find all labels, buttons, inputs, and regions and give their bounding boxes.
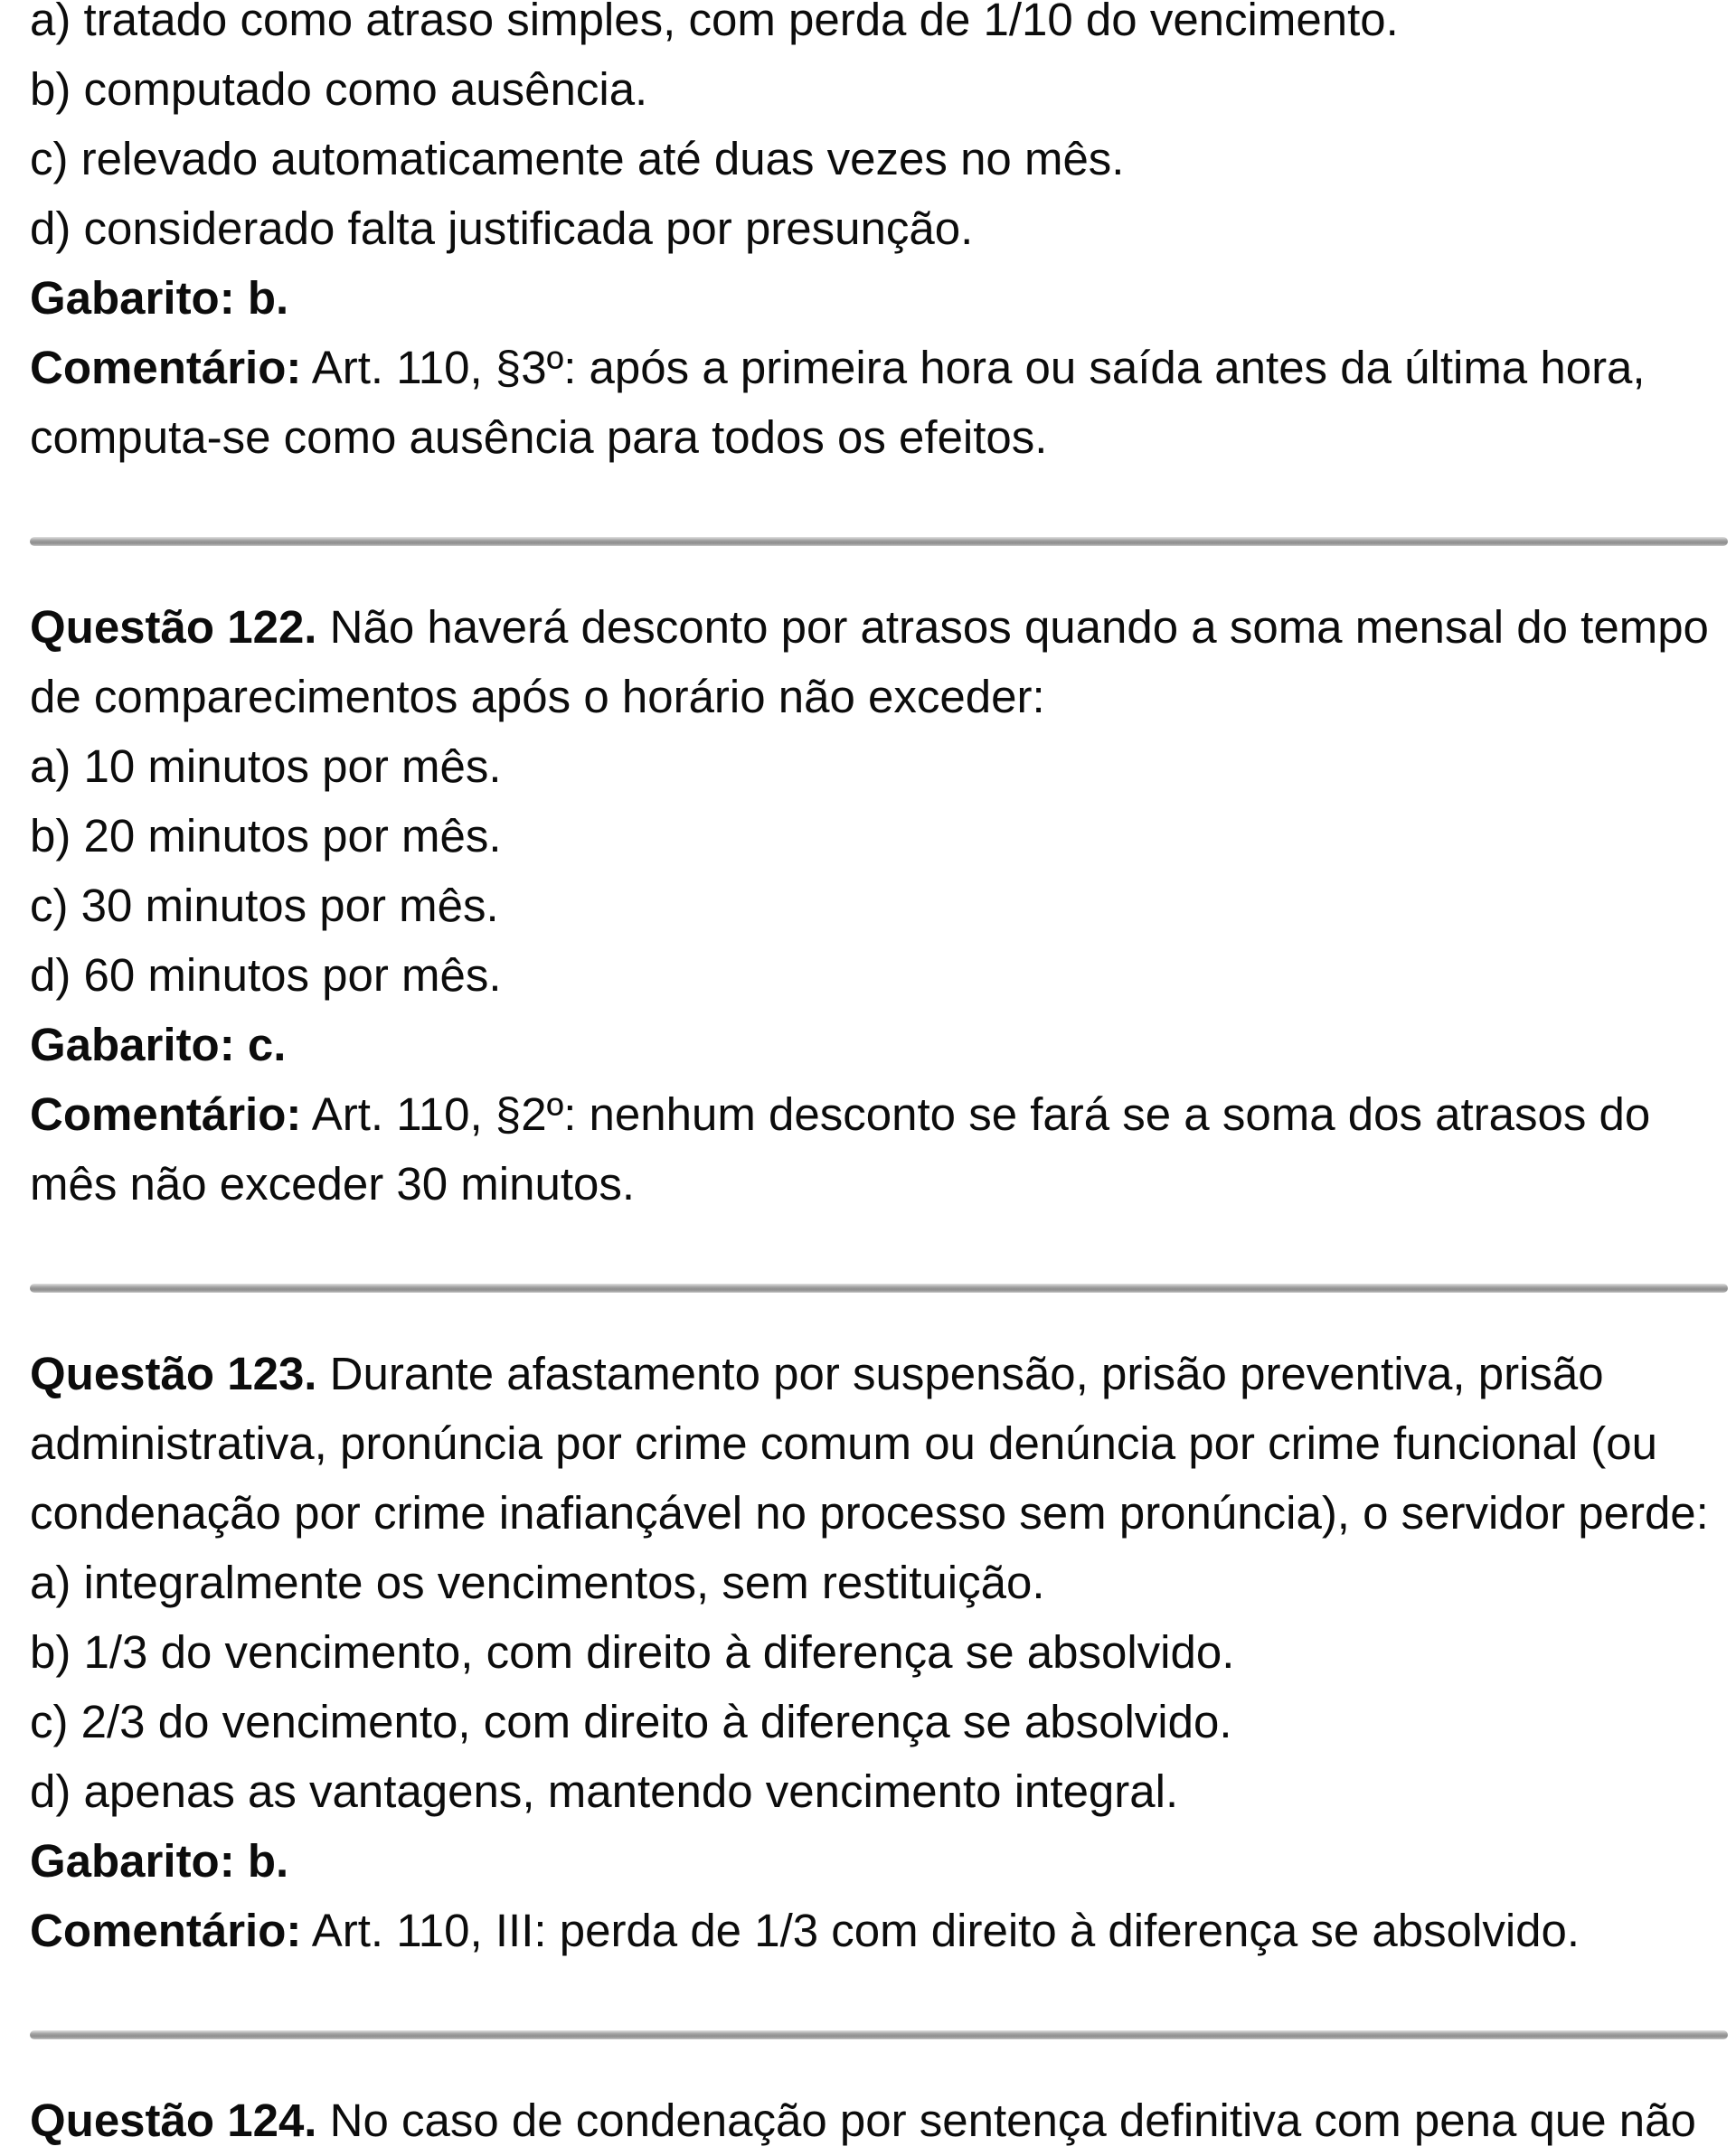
- option-paragraph: [30, 801, 1728, 871]
- option-paragraph: [30, 54, 1728, 124]
- paragraph-text: b) 20 minutos por mês.: [30, 810, 502, 861]
- comment-paragraph: [30, 333, 1728, 472]
- paragraph-text: Durante afastamento por suspensão, prisão preventiva, prisão administrativa, pronúncia por crime comum ou denúncia por crime funcional (ou condenação por crime inafiançável no processo sem pronúncia), o servidor perde:: [30, 1348, 1709, 1539]
- question-paragraph: [30, 592, 1728, 731]
- question-124: [30, 2085, 1728, 2155]
- section-divider: [30, 2030, 1728, 2039]
- paragraph-text: d) apenas as vantagens, mantendo vencimento integral.: [30, 1765, 1179, 1817]
- section-divider: [30, 1284, 1728, 1293]
- paragraph-text: a) tratado como atraso simples, com perda de 1/10 do vencimento.: [30, 0, 1399, 45]
- paragraph-text: d) considerado falta justificada por presunção.: [30, 202, 974, 254]
- paragraph-text: Art. 110, §2º: nenhum desconto se fará se a soma dos atrasos do mês não exceder 30 minutos.: [30, 1088, 1651, 1210]
- section-divider: [30, 537, 1728, 546]
- question-121-continuation: [30, 0, 1728, 472]
- paragraph-text: a) integralmente os vencimentos, sem restituição.: [30, 1557, 1045, 1608]
- paragraph-text: b) 1/3 do vencimento, com direito à diferença se absolvido.: [30, 1626, 1235, 1678]
- option-paragraph: [30, 193, 1728, 263]
- paragraph-bold-lead: Comentário:: [30, 1088, 302, 1140]
- answer-paragraph: [30, 1010, 1728, 1079]
- paragraph-bold-lead: Questão 124.: [30, 2095, 317, 2146]
- option-paragraph: [30, 1548, 1728, 1617]
- paragraph-text: c) 30 minutos por mês.: [30, 880, 499, 931]
- option-paragraph: [30, 1756, 1728, 1826]
- option-paragraph: [30, 731, 1728, 801]
- option-paragraph: [30, 124, 1728, 193]
- paragraph-bold-lead: Questão 123.: [30, 1348, 317, 1399]
- option-paragraph: [30, 1687, 1728, 1756]
- option-paragraph: [30, 871, 1728, 940]
- paragraph-bold-lead: Gabarito: b.: [30, 1835, 289, 1887]
- question-123: [30, 1339, 1728, 1965]
- paragraph-bold-lead: Gabarito: c.: [30, 1019, 287, 1070]
- option-paragraph: [30, 940, 1728, 1010]
- option-paragraph: [30, 1617, 1728, 1687]
- comment-paragraph: [30, 1896, 1728, 1965]
- paragraph-text: Art. 110, III: perda de 1/3 com direito à diferença se absolvido.: [301, 1905, 1580, 1956]
- paragraph-text: a) 10 minutos por mês.: [30, 740, 502, 792]
- answer-paragraph: [30, 1826, 1728, 1896]
- answer-paragraph: [30, 263, 1728, 333]
- question-122: [30, 592, 1728, 1219]
- question-paragraph: [30, 2085, 1728, 2155]
- paragraph-text: b) computado como ausência.: [30, 63, 648, 115]
- paragraph-text: Art. 110, §3º: após a primeira hora ou saída antes da última hora, computa-se como ausência para todos os efeitos.: [30, 342, 1646, 463]
- paragraph-text: c) relevado automaticamente até duas vezes no mês.: [30, 133, 1125, 184]
- paragraph-text: c) 2/3 do vencimento, com direito à diferença se absolvido.: [30, 1696, 1232, 1747]
- paragraph-bold-lead: Questão 122.: [30, 601, 317, 653]
- paragraph-text: d) 60 minutos por mês.: [30, 949, 502, 1001]
- paragraph-bold-lead: Gabarito: b.: [30, 272, 289, 324]
- paragraph-bold-lead: Comentário:: [30, 1905, 302, 1956]
- comment-paragraph: [30, 1079, 1728, 1219]
- paragraph-text: No caso de condenação por sentença definitiva com pena que não: [316, 2095, 1696, 2146]
- option-paragraph: [30, 0, 1728, 54]
- paragraph-bold-lead: Comentário:: [30, 342, 302, 393]
- question-paragraph: [30, 1339, 1728, 1548]
- paragraph-text: Não haverá desconto por atrasos quando a soma mensal do tempo de comparecimentos após o horário não exceder:: [30, 601, 1709, 722]
